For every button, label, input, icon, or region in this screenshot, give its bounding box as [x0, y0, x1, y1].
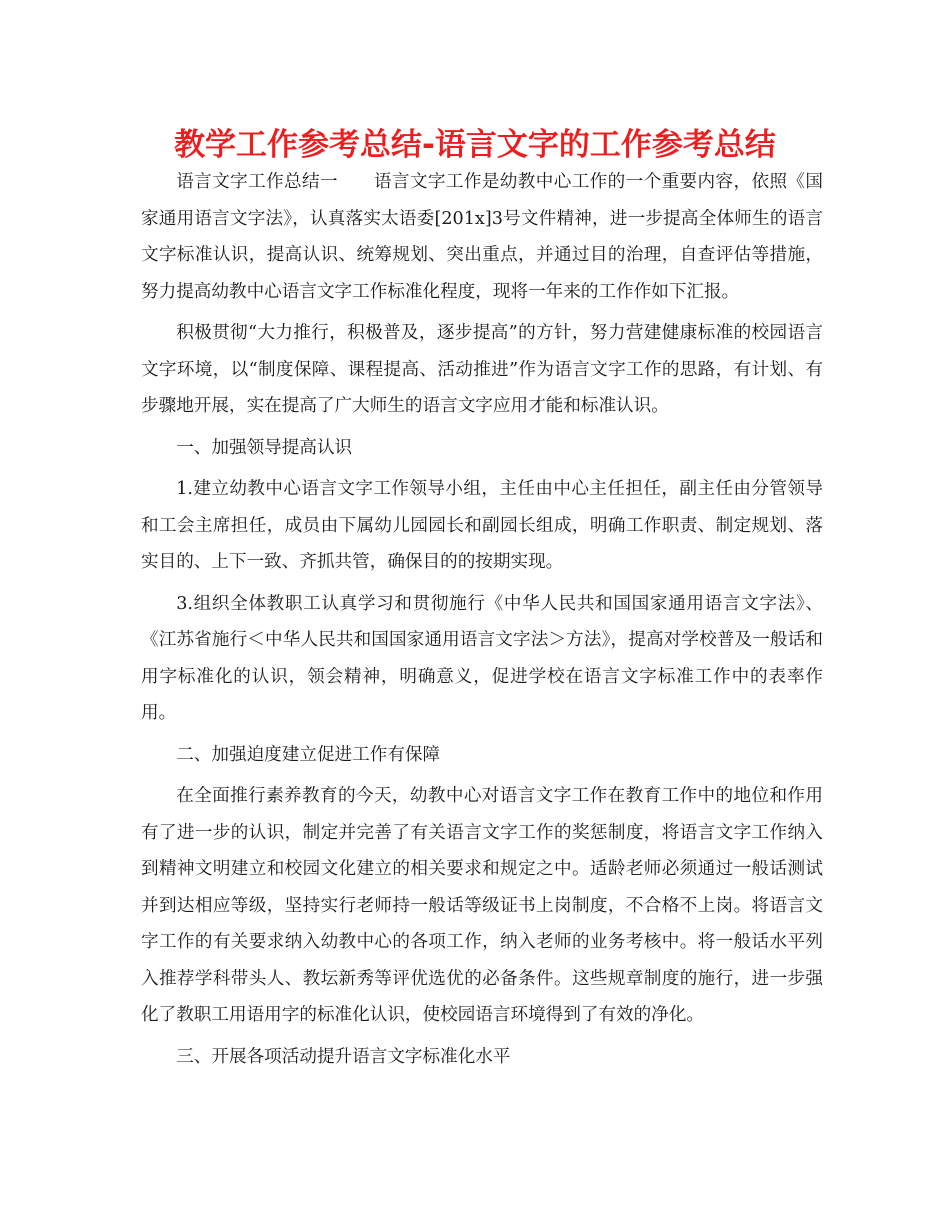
section-heading-2: 二、加强迫度建立促进工作有保障	[176, 744, 441, 765]
section-heading-3: 三、开展各项活动提升语言文字标准化水平	[176, 1046, 511, 1067]
section-heading-1: 一、加强领导提高认识	[176, 437, 353, 458]
document-body	[141, 164, 823, 1075]
paragraph-item-1: 1.建立幼教中心语言文字工作领导小组，主任由中心主任担任，副主任由分管领导和工会主席担任，成员由下属幼儿园园长和副园长组成，明确工作职责、制定规划、落实目的、上下一致、齐抓共管，确保目的的按期实现。	[141, 479, 823, 572]
paragraph-item-3: 3.组织全体教职工认真学习和贯彻施行《中华人民共和国国家通用语言文字法》、《江苏省施行＜中华人民共和国国家通用语言文字法＞方法》，提高对学校普及一般话和用字标准化的认识，领会精神，明确意义，促进学校在语言文字标准工作中的表率作用。	[141, 593, 823, 723]
paragraph-intro: 语言文字工作总结一 语言文字工作是幼教中心工作的一个重要内容，依照《国家通用语言文字法》，认真落实太语委[201x]3号文件精神，进一步提高全体师生的语言文字标准认识，提高认识、统筹规划、突出重点，并通过目的治理，自查评估等措施，努力提高幼教中心语言文字工作标准化程度，现将一年来的工作作如下汇报。	[141, 172, 823, 302]
paragraph-system: 在全面推行素养教育的今天，幼教中心对语言文字工作在教育工作中的地位和作用有了进一步的认识，制定并完善了有关语言文字工作的奖惩制度，将语言文字工作纳入到精神文明建立和校园文化建立的相关要求和规定之中。适龄老师必须通过一般话测试并到达相应等级，坚持实行老师持一般话等级证书上岗制度，不合格不上岗。将语言文字工作的有关要求纳入幼教中心的各项工作，纳入老师的业务考核中。将一般话水平列入推荐学科带头人、教坛新秀等评优选优的必备条件。这些规章制度的施行，进一步强化了教职工用语用字的标准化认识，使校园语言环境得到了有效的净化。	[141, 786, 823, 1025]
paragraph-policy: 积极贯彻“大力推行，积极普及，逐步提高”的方针，努力营建健康标准的校园语言文字环境，以“制度保障、课程提高、活动推进”作为语言文字工作的思路，有计划、有步骤地开展，实在提高了广大师生的语言文字应用才能和标准认识。	[141, 323, 823, 416]
document-title: 教学工作参考总结-语言文字的工作参考总结	[174, 127, 776, 163]
